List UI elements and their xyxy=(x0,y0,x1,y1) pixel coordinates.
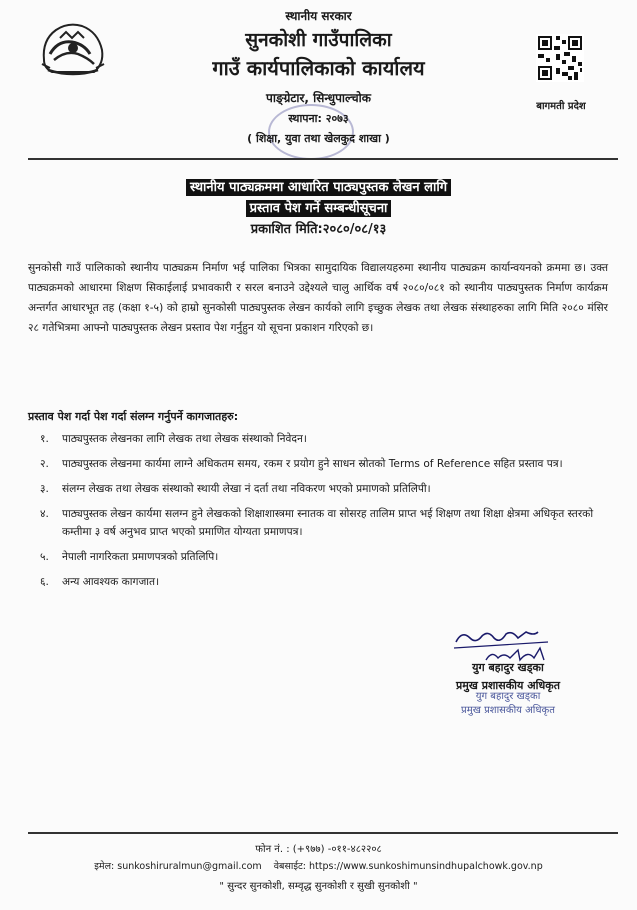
municipality-name: सुनकोशी गाउँपालिका xyxy=(245,29,392,51)
notice-title-text1: स्थानीय पाठ्यक्रममा आधारित पाठ्यपुस्तक लेखन लागि xyxy=(186,179,451,196)
established-year: स्थापना: २०७३ xyxy=(288,112,349,125)
list-item-number: ५. xyxy=(40,551,49,563)
notice-title-text2: प्रस्ताव पेश गर्ने सम्बन्धीसूचना xyxy=(246,200,392,217)
notice-title-line2 xyxy=(0,197,637,216)
list-item-text: पाठ्यपुस्तक लेखन कार्यमा सलग्न हुने लेखकको शिक्षाशास्त्रमा स्नातक वा सोसरह तालिम प्राप्त भई शिक्षण तथा शिक्षा क्षेत्रमा अधिकृत स्तरको कम्तीमा ३ वर्ष अनुभव प्राप्त भएको प्रमाणित योग्यता प्रमाणपत्र। xyxy=(62,508,594,538)
list-item-number: १. xyxy=(40,433,49,445)
list-item xyxy=(40,480,608,498)
stamp-title: प्रमुख प्रशासकीय अधिकृत xyxy=(461,705,555,716)
list-item-text: संलग्न लेखक तथा लेखक संस्थाको स्थायी लेखा नं दर्ता तथा नविकरण भएको प्रमाणको प्रतिलिपी। xyxy=(62,483,431,495)
list-item-text: नेपाली नागरिकता प्रमाणपत्रको प्रतिलिपि। xyxy=(62,551,219,563)
signatory-title: प्रमुख प्रशासकीय अधिकृत xyxy=(456,679,560,692)
footer-divider xyxy=(28,832,618,834)
published-date: प्रकाशित मिति:२०८०/०८/१३ xyxy=(250,222,387,237)
email-link[interactable]: sunkoshiruralmun@gmail.com xyxy=(117,861,262,872)
list-item xyxy=(40,505,608,541)
signatory-name: युग बहादुर खड्का xyxy=(472,661,544,674)
header-divider xyxy=(28,158,618,160)
office-name: गाउँ कार्यपालिकाको कार्यालय xyxy=(212,56,425,80)
province-label: बागमती प्रदेश xyxy=(536,101,586,112)
handwritten-signature xyxy=(448,628,568,664)
email-label: इमेल: xyxy=(94,861,115,872)
list-item xyxy=(40,548,608,566)
qr-code-icon xyxy=(536,34,584,82)
docs-heading: प्रस्ताव पेश गर्दा पेश गर्दा संलग्न गर्नुपर्ने कागजातहरु: xyxy=(28,410,239,423)
government-label: स्थानीय सरकार xyxy=(285,9,352,23)
stamp-name: युग बहादुर खड्का xyxy=(475,691,541,702)
list-item-number: ६. xyxy=(40,576,49,588)
footer-phone: फोन नं. : (+९७७) -०११-४८२२०८ xyxy=(255,844,382,855)
list-item xyxy=(40,430,608,448)
list-item xyxy=(40,573,608,591)
website-label: वेबसाईट: xyxy=(273,861,306,872)
footer-contact xyxy=(0,859,637,872)
office-address: पाङ्ग्रेटार, सिन्धुपाल्चोक xyxy=(266,91,371,105)
list-item-number: ४. xyxy=(40,508,49,520)
list-item-number: २. xyxy=(40,458,49,470)
list-item-number: ३. xyxy=(40,483,49,495)
list-item-text: पाठ्यपुस्तक लेखनका लागि लेखक तथा लेखक संस्थाको निवेदन। xyxy=(62,433,307,445)
list-item-text: पाठ्यपुस्तक लेखनमा कार्यमा लाग्ने अधिकतम समय, रकम र प्रयोग हुने साधन स्रोतको Terms of Reference सहित प्रस्ताव पत्र। xyxy=(62,458,563,470)
list-item xyxy=(40,455,608,473)
footer-slogan: " सुन्दर सुनकोशी, सम्वृद्ध सुनकोशी र सुखी सुनकोशी " xyxy=(219,881,418,892)
notice-paragraph: सुनकोसी गाउँ पालिकाको स्थानीय पाठ्यक्रम निर्माण भई पालिका भित्रका सामुदायिक विद्यालयहरुमा स्थानीय पाठ्यक्रम कार्यान्वयनको क्रममा छ। उक्त पाठ्यक्रमको आधारमा शिक्षण सिकाईलाई प्रभावकारी र सरल बनाउने उद्देश्यले चालु आर्थिक वर्ष २०८०/०८१ को स्थानीय पाठ्यपुस्तक निर्माण कार्यक्रम अन्तर्गत आधारभूत तह (कक्षा १-५) को हाम्रो सुनकोसी पाठ्यपुस्तक लेखन कार्यको लागि इच्छुक लेखक तथा लेखक संस्थाहरुका लागि मिति २०८० मंसिर २८ गतेभित्रमा आफ्नो पाठ्यपुस्तक लेखन प्रस्ताव पेश गर्नुहुन यो सूचना प्रकाशन गरिएको छ। xyxy=(28,262,608,334)
docs-list xyxy=(40,430,608,598)
notice-title-line1 xyxy=(0,176,637,195)
branch-name: ( शिक्षा, युवा तथा खेलकुद शाखा ) xyxy=(247,132,390,145)
signatory-stamp xyxy=(428,690,588,718)
list-item-text: अन्य आवश्यक कागजात। xyxy=(62,576,160,588)
website-link[interactable]: https://www.sunkoshimunsindhupalchowk.gov.np xyxy=(309,861,543,872)
